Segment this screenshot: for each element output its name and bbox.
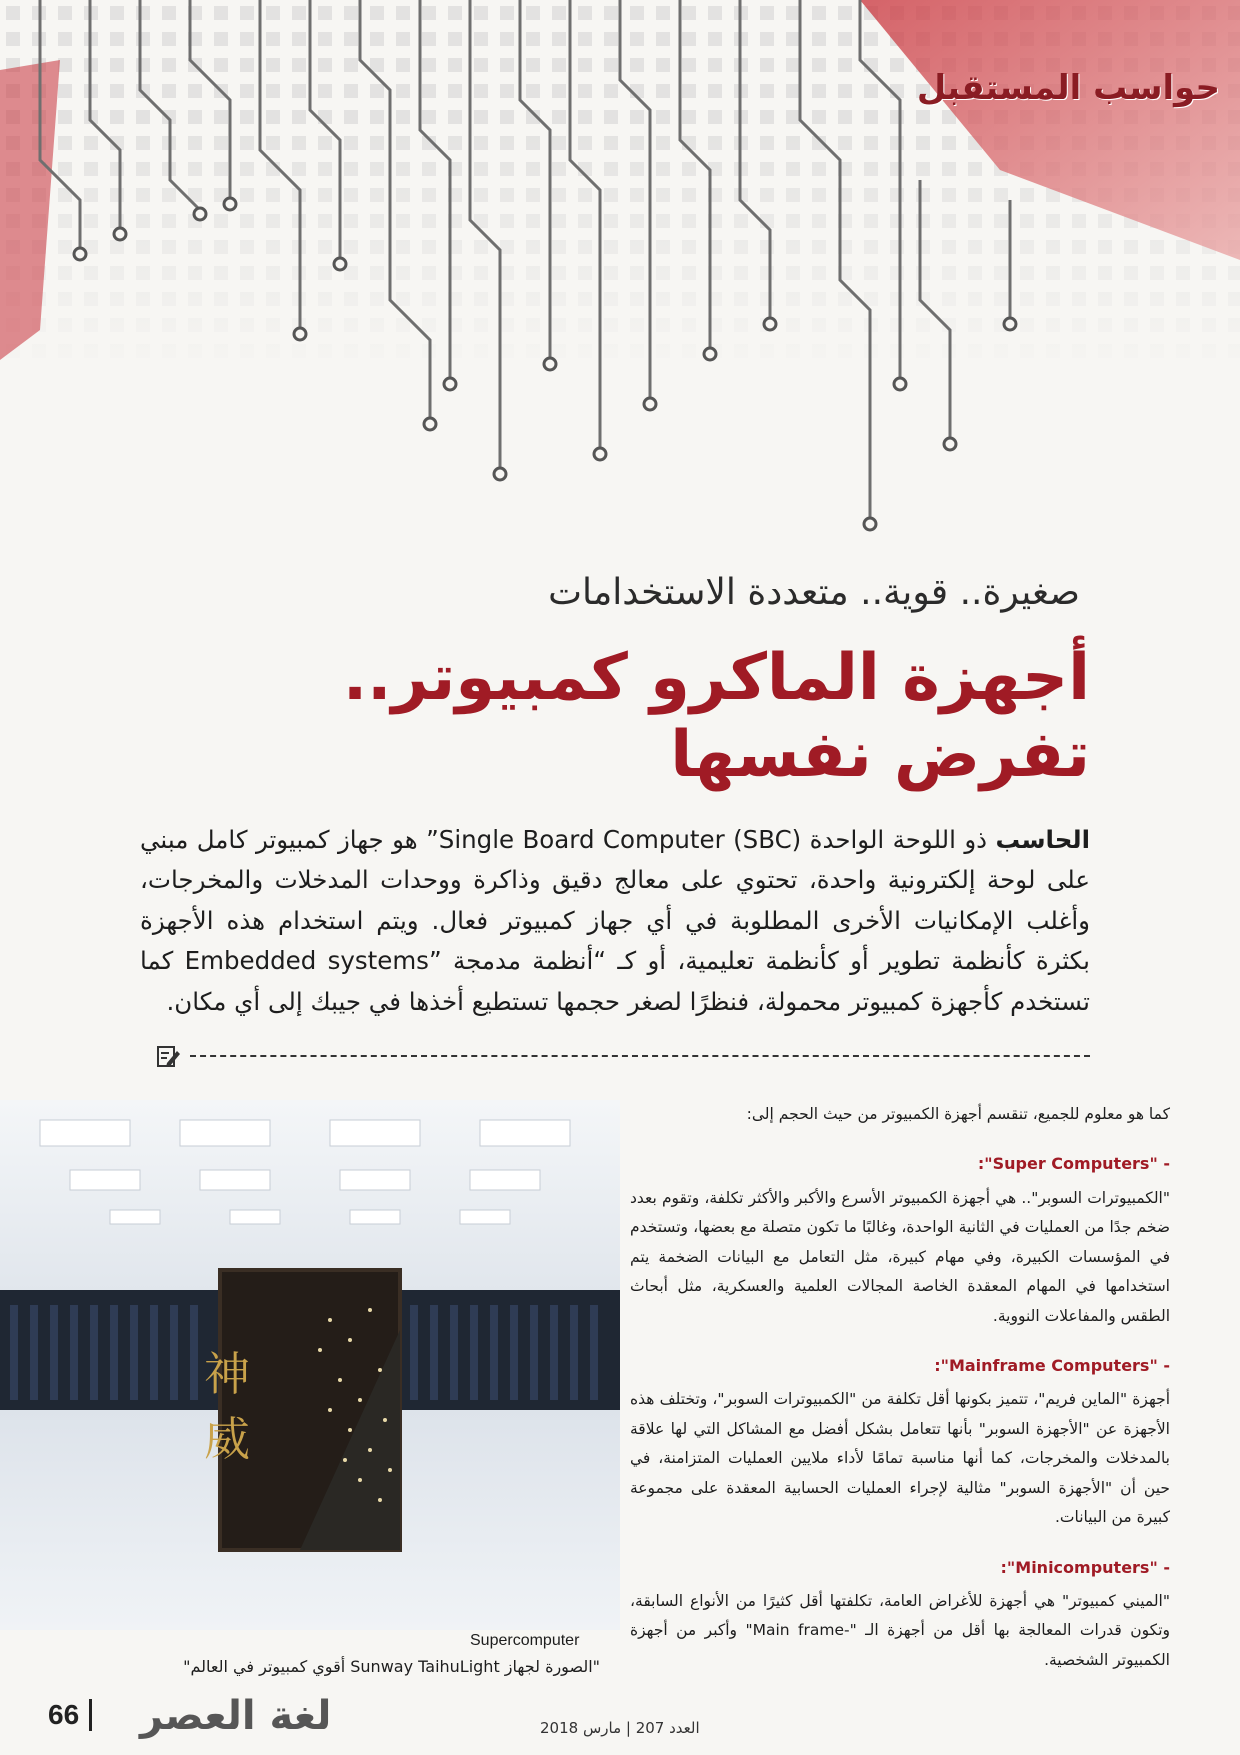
article-intro <box>140 820 1090 1022</box>
cabinet-character-1: 神 <box>204 1347 250 1401</box>
super-computers-text: "الكمبيوترات السوبر".. هي أجهزة الكمبيوتر الأسرع والأكبر والأكثر تكلفة، وتقوم بعدد ضخم جدًا من العمليات في الثانية الواحدة، وغالبًا ما تكون متصلة مع بعضها، وتستخدم في المؤسسات الكبيرة، وفي مهام كبيرة، مثل التعامل مع البيانات الضخمة يتم استخدامها في المهام المعقدة الخاصة المجالات العلمية والعسكرية، مثل أبحاث الطقس والمفاعلات النووية. <box>630 1188 1170 1325</box>
dashed-divider-line <box>190 1055 1090 1057</box>
supercomputer-image <box>0 1100 620 1630</box>
super-computers-heading: - "Super Computers": <box>977 1154 1170 1174</box>
cabinet-character-2: 威 <box>204 1412 250 1466</box>
photo-caption <box>150 1628 600 1679</box>
mainframe-text: أجهزة "الماين فريم"، تتميز بكونها أقل تكلفة من "الكمبيوترات السوبر"، وتختلف هذه الأجهزة عن "الأجهزة السوبر" بأنها تتعامل بشكل أفضل مع المشاكل التي لها علاقة بالمدخلات والمخرجات، كما أنها مناسبة تمامًا لأداء ملايين العمليات المتزامنة، في حين أن "الأجهزة السوبر" مثالية لإجراء العمليات الحسابية المعقدة على مجموعة كبيرة من البيانات. <box>630 1390 1170 1527</box>
article-kicker: صغيرة.. قوية.. متعددة الاستخدامات <box>548 572 1080 613</box>
supercomputer-photo <box>0 1100 620 1630</box>
section-title <box>917 68 1220 108</box>
headline-line-1: أجهزة الماكرو كمبيوتر.. <box>342 641 1090 715</box>
body-intro: كما هو معلوم للجميع، تنقسم أجهزة الكمبيوتر من حيث الحجم إلى: <box>746 1105 1170 1123</box>
photo-caption-arabic: "الصورة لجهاز Sunway TaihuLight أقوي كمبيوتر في العالم" <box>183 1656 600 1676</box>
magazine-logo: لغة العصر <box>140 1693 332 1739</box>
photo-caption-english: Supercomputer <box>470 1632 580 1649</box>
headline-line-2: تفرض نفسها <box>670 717 1090 792</box>
header-circuit-artwork <box>0 0 1240 600</box>
minicomputers-text: "الميني كمبيوتر" هي أجهزة للأغراض العامة، تكلفتها أقل كثيرًا من الأنواع السابقة، وتكون قدرات المعالجة بها أقل من أجهزة الـ "-Main frame" وأكبر من أجهزة الكمبيوتر الشخصية. <box>630 1591 1170 1669</box>
article-body <box>630 1100 1170 1681</box>
mainframe-heading: - "Mainframe Computers": <box>934 1356 1170 1376</box>
section-title-text: حواسب المستقبل <box>916 68 1220 108</box>
minicomputers-heading: - "Minicomputers": <box>1000 1557 1170 1577</box>
note-pen-icon <box>155 1043 181 1069</box>
page-footer <box>0 1685 1240 1755</box>
section-divider <box>155 1043 1090 1067</box>
intro-text: ذو اللوحة الواحدة Single Board Computer (SBC)” هو جهاز كمبيوتر كامل مبني على لوحة إلكترونية واحدة، تحتوي على معالج دقيق وذاكرة ووحدات المدخلات والمخرجات، وأغلب الإمكانيات الأخرى المطلوبة في أي جهاز كمبيوتر فعال. ويتم استخدام هذه الأجهزة بكثرة كأنظمة تطوير أو كأنظمة تعليمية، أو كـ “أنظمة مدمجة ”Embedded systems كما تستخدم كأجهزة كمبيوتر محمولة، فنظرًا لصغر حجمها تستطيع أخذها في جيبك إلى أي مكان. <box>140 825 1090 1016</box>
article-headline <box>330 640 1090 794</box>
issue-info: العدد 207 | مارس 2018 <box>540 1719 700 1737</box>
intro-lead-word: الحاسب <box>995 825 1090 854</box>
page-number: 66 <box>48 1699 92 1731</box>
